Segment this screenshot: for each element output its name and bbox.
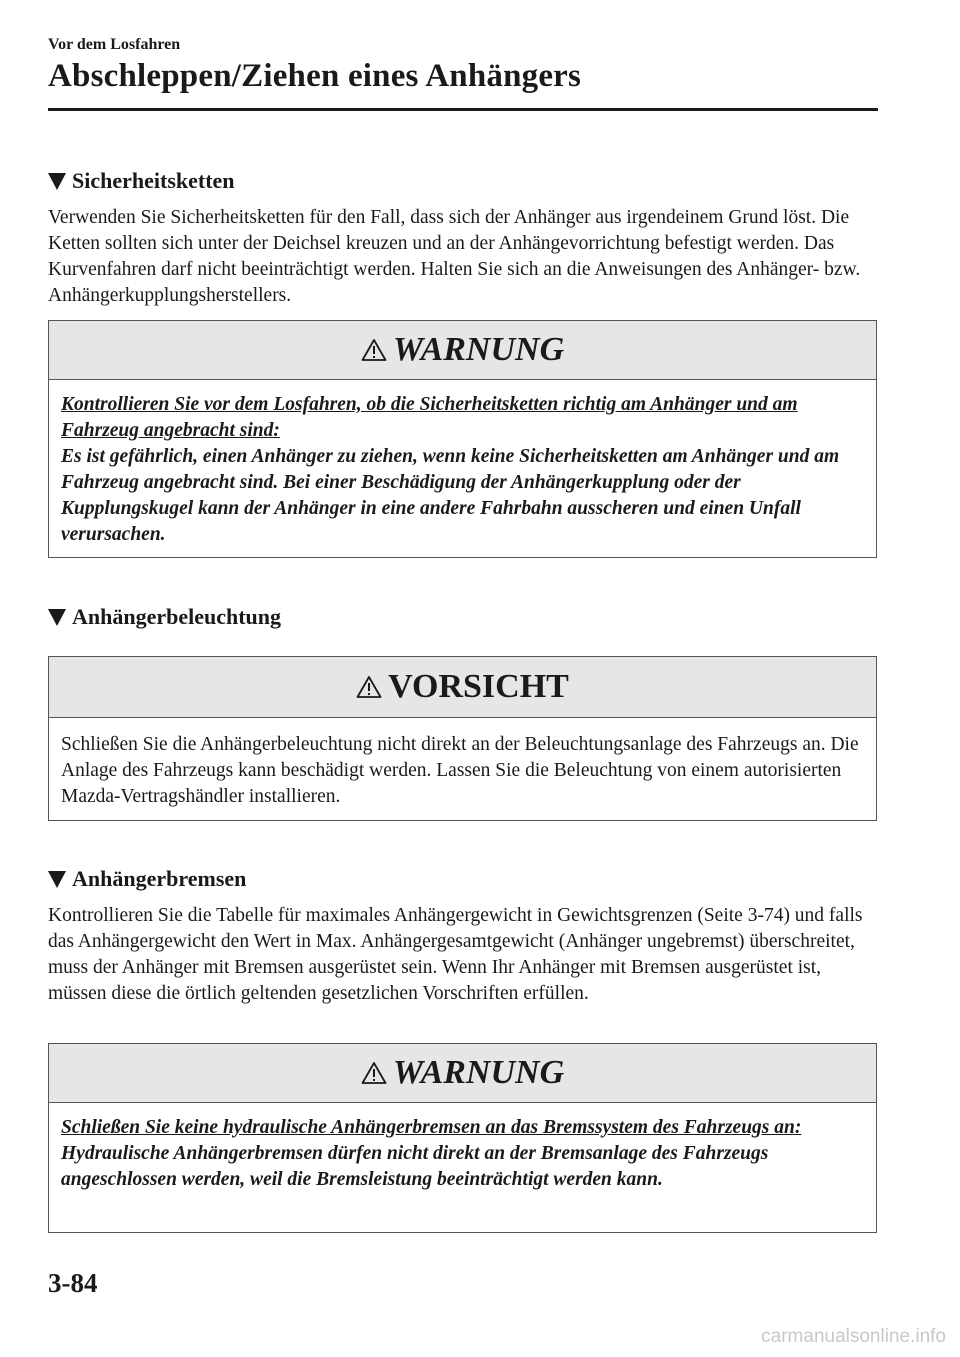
page-number: 3-84	[48, 1268, 98, 1298]
section-heading-trailer-brakes	[48, 866, 246, 892]
warning-text: Es ist gefährlich, einen Anhänger zu ziehen, wenn keine Sicherheitsketten am Anhänger und am Fahrzeug angebracht sind. Bei einer Beschädigung der Anhängerkupplung oder der Kupplungskugel kann der Anhänger in eine andere Fahrbahn ausscheren und einen Unfall verursachen.	[61, 446, 840, 545]
warning-box-header	[49, 1044, 876, 1103]
warning-box-header	[49, 321, 876, 380]
section-heading-text: Anhängerbeleuchtung	[72, 604, 282, 629]
warning-headline: Kontrollieren Sie vor dem Losfahren, ob die Sicherheitsketten richtig am Anhänger und am Fahrzeug angebracht sind:	[61, 394, 798, 441]
warning-label: WARNUNG	[392, 1054, 565, 1091]
section-heading-trailer-lights	[48, 604, 281, 630]
section-paragraph: Verwenden Sie Sicherheitsketten für den Fall, dass sich der Anhänger aus irgendeinem Grund löst. Die Ketten sollten sich unter der Deichsel kreuzen und an der Anhängevorrichtung befestigt werden. Das Kurvenfahren darf nicht beeinträchtigt werden. Halten Sie sich an die Anweisungen des Anhänger- bzw. Anhängerkupplungsherstellers.	[48, 207, 861, 306]
warning-icon	[361, 338, 387, 362]
section-heading-safety-chains	[48, 168, 235, 194]
caution-box-header	[49, 657, 876, 718]
triangle-down-icon	[48, 173, 66, 190]
triangle-down-icon	[48, 871, 66, 888]
triangle-down-icon	[48, 609, 66, 626]
warning-box	[48, 320, 877, 558]
caution-label: VORSICHT	[388, 668, 569, 705]
section-heading-text: Anhängerbremsen	[72, 866, 247, 891]
caution-box	[48, 656, 877, 821]
warning-box-body	[49, 380, 876, 558]
chapter-label: Vor dem Losfahren	[48, 36, 181, 53]
caution-text: Schließen Sie die Anhängerbeleuchtung nicht direkt an der Beleuchtungsanlage des Fahrzeugs an. Die Anlage des Fahrzeugs kann beschädigt werden. Lassen Sie die Beleuchtung von einem autorisierten Mazda-Vertragshändler installieren.	[61, 734, 859, 807]
watermark: carmanualsonline.info	[761, 1326, 946, 1347]
title-rule	[48, 108, 878, 111]
section-heading-text: Sicherheitsketten	[72, 168, 235, 193]
warning-box	[48, 1043, 877, 1233]
warning-icon	[356, 675, 382, 699]
warning-label: WARNUNG	[392, 331, 565, 368]
section-paragraph: Kontrollieren Sie die Tabelle für maximales Anhängergewicht in Gewichtsgrenzen (Seite 3-74) und falls das Anhängergewicht den Wert in Max. Anhängergesamtgewicht (Anhänger ungebremst) überschreitet, muss der Anhänger mit Bremsen ausgerüstet sein. Wenn Ihr Anhänger mit Bremsen ausgerüstet ist, müssen diese die örtlich geltenden gesetzlichen Vorschriften erfüllen.	[48, 905, 863, 1004]
caution-box-body	[49, 718, 876, 820]
warning-box-body	[49, 1103, 876, 1203]
warning-text: Hydraulische Anhängerbremsen dürfen nicht direkt an der Bremsanlage des Fahrzeugs angeschlossen werden, weil die Bremsleistung beeinträchtigt werden kann.	[61, 1143, 769, 1190]
warning-headline: Schließen Sie keine hydraulische Anhängerbremsen an das Bremssystem des Fahrzeugs an:	[61, 1117, 802, 1138]
page-title: Abschleppen/Ziehen eines Anhängers	[48, 58, 582, 94]
warning-icon	[361, 1061, 387, 1085]
